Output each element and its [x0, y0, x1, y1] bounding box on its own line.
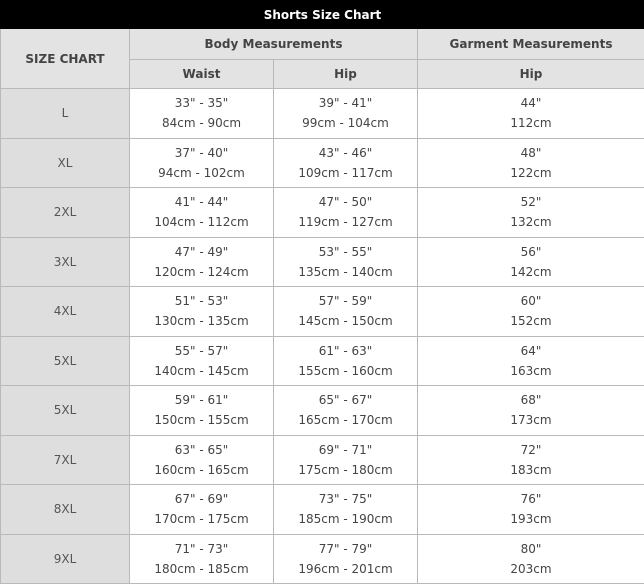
table-row — [1, 89, 644, 139]
waist-header: Waist — [130, 60, 274, 89]
hip-cm: 135cm - 140cm — [274, 262, 417, 282]
hip-cm: 165cm - 170cm — [274, 410, 417, 430]
garment-hip-cm: 163cm — [418, 361, 644, 381]
hip-inches: 69" - 71" — [274, 440, 417, 460]
table-row — [1, 336, 644, 386]
garment-hip-cm: 152cm — [418, 311, 644, 331]
hip-cell — [274, 386, 418, 436]
hip-cell — [274, 188, 418, 238]
waist-cm: 140cm - 145cm — [130, 361, 273, 381]
hip-inches: 57" - 59" — [274, 291, 417, 311]
hip-cm: 175cm - 180cm — [274, 460, 417, 480]
garment-hip-inches: 64" — [418, 341, 644, 361]
waist-inches: 71" - 73" — [130, 539, 273, 559]
hip-cm: 145cm - 150cm — [274, 311, 417, 331]
garment-hip-cell — [418, 287, 644, 337]
hip-header: Hip — [274, 60, 418, 89]
table-row — [1, 435, 644, 485]
chart-title: Shorts Size Chart — [1, 1, 644, 29]
garment-hip-cell — [418, 386, 644, 436]
garment-hip-cm: 142cm — [418, 262, 644, 282]
waist-cm: 130cm - 135cm — [130, 311, 273, 331]
hip-inches: 65" - 67" — [274, 390, 417, 410]
hip-cell — [274, 89, 418, 139]
waist-inches: 55" - 57" — [130, 341, 273, 361]
size-label: 7XL — [1, 435, 130, 485]
garment-hip-cell — [418, 534, 644, 584]
garment-hip-cm: 183cm — [418, 460, 644, 480]
hip-cm: 155cm - 160cm — [274, 361, 417, 381]
waist-cell — [130, 435, 274, 485]
waist-inches: 51" - 53" — [130, 291, 273, 311]
hip-cell — [274, 237, 418, 287]
waist-cell — [130, 89, 274, 139]
size-label: 3XL — [1, 237, 130, 287]
garment-hip-cell — [418, 237, 644, 287]
table-row — [1, 237, 644, 287]
garment-hip-cm: 132cm — [418, 212, 644, 232]
hip-cm: 119cm - 127cm — [274, 212, 417, 232]
garment-hip-inches: 52" — [418, 192, 644, 212]
waist-inches: 33" - 35" — [130, 93, 273, 113]
size-label: 2XL — [1, 188, 130, 238]
waist-cm: 160cm - 165cm — [130, 460, 273, 480]
garment-hip-cell — [418, 435, 644, 485]
garment-hip-inches: 68" — [418, 390, 644, 410]
garment-hip-cell — [418, 485, 644, 535]
garment-hip-cm: 122cm — [418, 163, 644, 183]
hip-cm: 196cm - 201cm — [274, 559, 417, 579]
hip-cm: 109cm - 117cm — [274, 163, 417, 183]
garment-hip-inches: 48" — [418, 143, 644, 163]
waist-cm: 94cm - 102cm — [130, 163, 273, 183]
hip-cell — [274, 138, 418, 188]
garment-hip-cm: 112cm — [418, 113, 644, 133]
size-label: 8XL — [1, 485, 130, 535]
garment-hip-cm: 193cm — [418, 509, 644, 529]
waist-inches: 67" - 69" — [130, 489, 273, 509]
size-label: L — [1, 89, 130, 139]
table-row — [1, 534, 644, 584]
garment-hip-inches: 76" — [418, 489, 644, 509]
table-row — [1, 138, 644, 188]
hip-cell — [274, 485, 418, 535]
garment-hip-inches: 44" — [418, 93, 644, 113]
waist-cell — [130, 485, 274, 535]
hip-inches: 39" - 41" — [274, 93, 417, 113]
table-row — [1, 188, 644, 238]
hip-inches: 53" - 55" — [274, 242, 417, 262]
hip-inches: 61" - 63" — [274, 341, 417, 361]
garment-hip-header: Hip — [418, 60, 644, 89]
waist-inches: 41" - 44" — [130, 192, 273, 212]
garment-hip-cell — [418, 138, 644, 188]
waist-cell — [130, 188, 274, 238]
waist-inches: 59" - 61" — [130, 390, 273, 410]
garment-hip-cm: 203cm — [418, 559, 644, 579]
waist-cell — [130, 138, 274, 188]
garment-hip-cell — [418, 188, 644, 238]
waist-cell — [130, 287, 274, 337]
size-label: 9XL — [1, 534, 130, 584]
hip-cell — [274, 534, 418, 584]
waist-cm: 180cm - 185cm — [130, 559, 273, 579]
garment-hip-cm: 173cm — [418, 410, 644, 430]
waist-cell — [130, 534, 274, 584]
table-row — [1, 287, 644, 337]
table-row — [1, 485, 644, 535]
hip-cm: 185cm - 190cm — [274, 509, 417, 529]
hip-inches: 43" - 46" — [274, 143, 417, 163]
garment-hip-cell — [418, 89, 644, 139]
waist-cm: 170cm - 175cm — [130, 509, 273, 529]
hip-cm: 99cm - 104cm — [274, 113, 417, 133]
garment-hip-inches: 60" — [418, 291, 644, 311]
hip-cell — [274, 435, 418, 485]
size-label: 5XL — [1, 336, 130, 386]
waist-cell — [130, 237, 274, 287]
garment-hip-inches: 56" — [418, 242, 644, 262]
size-label: 4XL — [1, 287, 130, 337]
hip-inches: 73" - 75" — [274, 489, 417, 509]
size-label: XL — [1, 138, 130, 188]
waist-inches: 63" - 65" — [130, 440, 273, 460]
size-chart-header: SIZE CHART — [1, 29, 130, 89]
waist-cell — [130, 336, 274, 386]
waist-cm: 120cm - 124cm — [130, 262, 273, 282]
garment-measurements-header: Garment Measurements — [418, 29, 644, 60]
waist-inches: 47" - 49" — [130, 242, 273, 262]
waist-cm: 104cm - 112cm — [130, 212, 273, 232]
hip-cell — [274, 336, 418, 386]
garment-hip-cell — [418, 336, 644, 386]
body-measurements-header: Body Measurements — [130, 29, 418, 60]
waist-cm: 150cm - 155cm — [130, 410, 273, 430]
hip-inches: 47" - 50" — [274, 192, 417, 212]
waist-cell — [130, 386, 274, 436]
table-row — [1, 386, 644, 436]
size-label: 5XL — [1, 386, 130, 436]
waist-inches: 37" - 40" — [130, 143, 273, 163]
garment-hip-inches: 80" — [418, 539, 644, 559]
hip-cell — [274, 287, 418, 337]
waist-cm: 84cm - 90cm — [130, 113, 273, 133]
hip-inches: 77" - 79" — [274, 539, 417, 559]
garment-hip-inches: 72" — [418, 440, 644, 460]
